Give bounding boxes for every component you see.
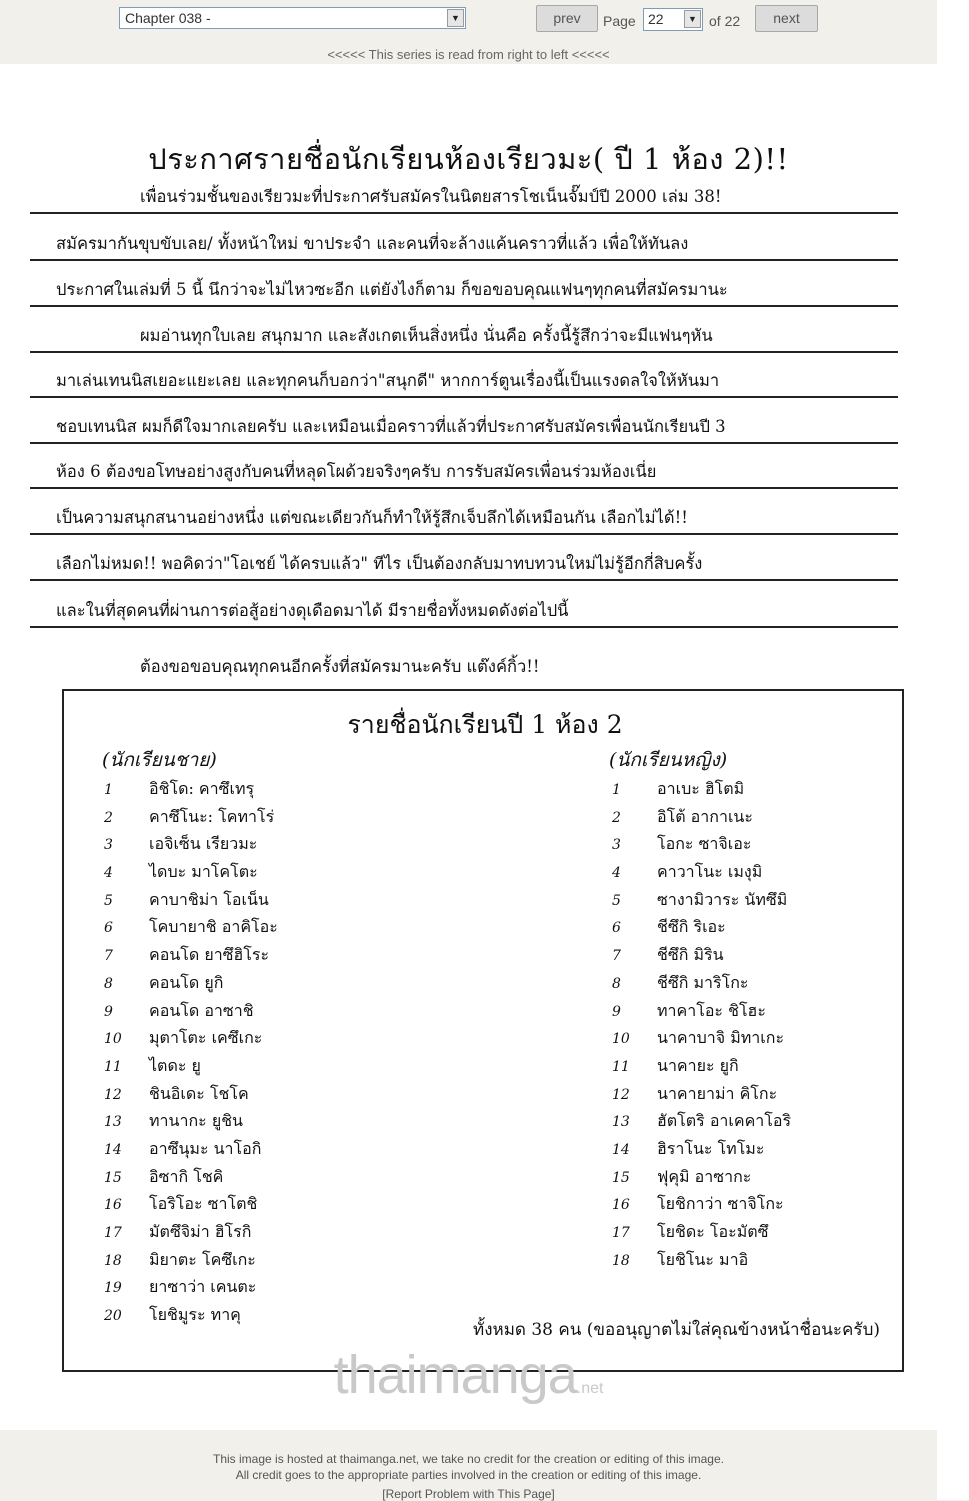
text-line: สมัครมากันขุบขับเลย/ ทั้งหน้าใหม่ ขาประจำ และคนที่จะล้างแค้นคราวที่แล้ว เพื่อให้ทันลง [30,227,898,261]
list-item: 12 นาคายาม่า คิโกะ [612,1083,778,1103]
list-item: 14 อาซึนุมะ นาโอกิ [104,1138,262,1158]
text-line: ผมอ่านทุกใบเลย สนุกมาก และสังเกตเห็นสิ่งหนึ่ง นั่นคือ ครั้งนี้รู้สึกว่าจะมีแฟนๆหัน [30,319,898,353]
list-item: 13 ฮัตโตริ อาเคคาโอริ [612,1111,792,1131]
list-item: 16 โยชิกาว่า ซาจิโกะ [612,1194,784,1214]
girls-list [612,775,791,1273]
text-line: เลือกไม่หมด!! พอคิดว่า"โอเชย์ ได้ครบแล้ว" ทีไร เป็นต้องกลับมาทบทวนใหม่ไม่รู้อีกกี่สิบครั้ง [30,547,898,581]
page-title: ประกาศรายชื่อนักเรียนห้องเรียวมะ( ปี 1 ห้อง 2)!! [148,142,789,176]
text-line: มาเล่นเทนนิสเยอะแยะเลย และทุกคนก็บอกว่า"สนุกดี" หากการ์ตูนเรื่องนี้เป็นแรงดลใจให้หันมา [30,364,898,398]
roster-title: รายชื่อนักเรียนปี 1 ห้อง 2 [347,710,623,739]
scrollbar-track[interactable] [937,0,969,1500]
reading-direction-notice: <<<<< This series is read from right to left <<<<< [327,47,610,62]
text-line: เพื่อนร่วมชั้นของเรียวมะที่ประกาศรับสมัครในนิตยสารโชเน็นจั๊มป์ปี 2000 เล่ม 38! [30,180,898,214]
list-item: 2 คาซึโนะ: โคทาโร่ [104,806,275,826]
list-item: 8 คอนโด ยูกิ [104,972,224,992]
text-line: และในที่สุดคนที่ผ่านการต่อสู้อย่างดุเดือดมาได้ มีรายชื่อทั้งหมดดังต่อไปนี้ [30,594,898,628]
prev-button[interactable]: prev [536,5,598,32]
text-line: ต้องขอขอบคุณทุกคนอีกครั้งที่สมัครมานะครับ แต๊งค์กิ้ว!! [140,657,540,676]
roster-box [62,689,904,1372]
chapter-select-value: Chapter 038 - [125,10,211,26]
boys-header: (นักเรียนชาย) [102,749,217,771]
list-item: 9 ทาคาโอะ ชิโฮะ [612,1000,766,1020]
page-label: Page [603,13,636,29]
page-select-value: 22 [648,11,664,27]
reader-toolbar [0,0,937,64]
list-item: 7 ชีซึกิ มิริน [612,945,724,965]
list-item: 9 คอนโด อาซาชิ [104,1000,254,1020]
list-item: 3 เอจิเซ็น เรียวมะ [104,834,258,854]
list-item: 8 ชีซึกิ มาริโกะ [612,972,749,992]
list-item: 2 อิโต้ อากาเนะ [612,806,753,826]
list-item: 11 นาคายะ ยูกิ [612,1055,739,1075]
boys-list [104,775,278,1329]
list-item: 4 คาวาโนะ เมงุมิ [612,862,763,882]
list-item: 16 โอริโอะ ซาโตชิ [104,1194,258,1214]
list-item: 6 ชีซึกิ ริเอะ [612,917,726,937]
list-item: 1 อาเบะ ฮิโตมิ [612,779,745,798]
list-item: 15 อิซากิ โชคิ [104,1166,224,1186]
page-count-label: of 22 [709,13,741,29]
list-item: 6 โคบายาชิ อาคิโอะ [104,917,278,937]
chapter-select[interactable] [119,7,466,29]
list-item: 7 คอนโด ยาซึฮิโระ [104,945,270,965]
list-item: 5 คาบาชิม่า โอเน็น [104,889,269,909]
girls-header: (นักเรียนหญิง) [609,749,728,771]
total-count: ทั้งหมด 38 คน (ขออนุญาตไม่ใส่คุณข้างหน้าชื่อนะครับ) [472,1320,880,1340]
text-line: เป็นความสนุกสนานอย่างหนึ่ง แต่ขณะเดียวกันก็ทำให้รู้สึกเจ็บลึกได้เหมือนกัน เลือกไม่ได้!! [30,501,898,535]
list-item: 12 ชินอิเดะ โชโค [104,1083,249,1103]
page-select[interactable] [643,8,703,31]
watermark-logo: thaimanga.net [333,1345,604,1405]
credit-notice [0,1451,937,1483]
manga-page[interactable] [0,64,937,1430]
text-line: ประกาศในเล่มที่ 5 นี้ นึกว่าจะไม่ไหวซะอีก แต่ยังไงก็ตาม ก็ขอขอบคุณแฟนๆทุกคนที่สมัครมานะ [30,273,898,307]
chevron-down-icon[interactable]: ▼ [684,10,701,28]
list-item: 10 นาคาบาจิ มิทาเกะ [612,1028,785,1048]
credit-line: All credit goes to the appropriate parties involved in the creation or editing of this image. [235,1468,702,1482]
list-item: 11 ไตดะ ยู [104,1055,201,1075]
list-item: 20 โยชิมูระ ทาคุ [104,1305,241,1325]
list-item: 14 ฮิราโนะ โทโมะ [612,1138,765,1158]
list-item: 4 ไดบะ มาโคโตะ [104,862,258,882]
text-line: ห้อง 6 ต้องขอโทษอย่างสูงกับคนที่หลุดโผด้วยจริงๆครับ การรับสมัครเพื่อนร่วมห้องเนี่ย [30,455,898,489]
credit-line: This image is hosted at thaimanga.net, we take no credit for the creation or editing of this image. [213,1452,724,1466]
list-item: 1 อิชิโด: คาซึเทรุ [104,779,255,798]
list-item: 3 โอกะ ซาจิเอะ [612,834,752,854]
list-item: 15 ฟุคุมิ อาซากะ [612,1166,752,1186]
text-line: ชอบเทนนิส ผมก็ดีใจมากเลยครับ และเหมือนเมื่อคราวที่แล้วที่ประกาศรับสมัครเพื่อนนักเรียนปี 3 [30,410,898,444]
list-item: 13 ทานากะ ยูชิน [104,1111,243,1131]
report-problem-link[interactable]: [Report Problem with This Page] [382,1487,555,1501]
list-item: 18 โยชิโนะ มาอิ [612,1249,749,1269]
list-item: 18 มิยาตะ โคซึเกะ [104,1249,256,1269]
list-item: 5 ซางามิวาระ นัทซึมิ [612,889,788,909]
list-item: 17 โยชิดะ โอะมัตซึ [612,1222,769,1241]
chevron-down-icon[interactable]: ▼ [447,9,464,27]
list-item: 19 ยาซาว่า เคนตะ [104,1277,257,1297]
list-item: 10 มุตาโตะ เคซึเกะ [104,1028,263,1048]
list-item: 17 มัตซึจิม่า ฮิโรกิ [104,1222,252,1241]
next-button[interactable]: next [755,5,818,32]
